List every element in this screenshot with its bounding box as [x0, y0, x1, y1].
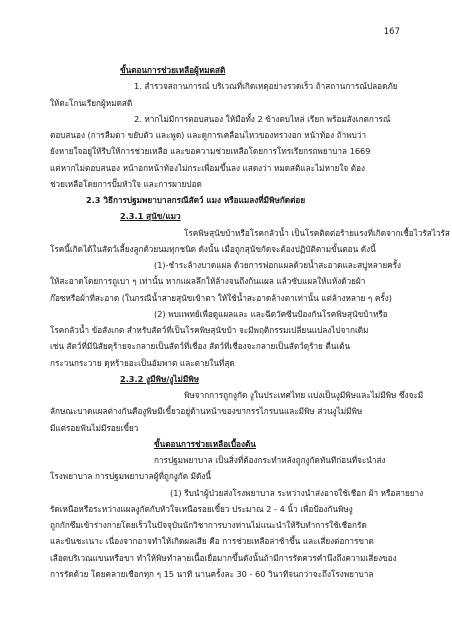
text-line: ยังหายใจอยู่ให้รีบให้การช่วยเหลือ และขอความช่วยเหลือโดยการโทรเรียกรถพยาบาล 1669: [50, 146, 371, 157]
text-line: โรคนี้เกิดได้ในสัตว์เลี้ยงลูกด้วยนมทุกชนิด ดังนั้น เมื่อถูกสุนัขกัดจะต้องปฏิบัติตามขั้นตอน ดังนี้: [50, 243, 376, 254]
text-line: การปฐมพยาบาล เป็นสิ่งที่ต้องกระทำหลังถูกงูกัดทันทีก่อนที่จะนำส่ง: [154, 455, 386, 465]
text-line: และขันชะเนาะ เนื่องจากอาจทำให้เกิดผลเสีย คือ การช่วยเหลือล่าช้าขึ้น และเสี่ยงต่อการขาด: [50, 536, 374, 547]
text-line: การรัดด้วย โดยคลายเชือกทุก ๆ 15 นาที นานครั้งละ 30 - 60 วินาทีจนกว่าจะถึงโรงพยาบาล: [50, 568, 374, 579]
text-line: ช่วยเหลือโดยการปั๊มหัวใจ และการผายปอด: [50, 178, 202, 189]
text-line: (1) รีบนำผู้ป่วยส่งโรงพยาบาล ระหว่างนำส่งอาจใช้เชือก ผ้า หรือสายยาง: [170, 487, 424, 498]
section-heading: 2.3.1 สุนัข/แมว: [120, 211, 181, 222]
text-line: โรคพิษสุนัขบ้าหรือโรคกลัวน้ำ เป็นโรคติดต่อร้ายแรงที่เกิดจากเชื้อไวรัสไวรัส: [184, 227, 450, 238]
text-line: โรคกลัวน้ำ ข้อสังเกต สำหรับสัตว์ที่เป็นโรคพิษสุนัขบ้า จะมีพฤติกรรมเปลี่ยนแปลงไปจากเดิม: [50, 325, 369, 335]
page-number: 167: [383, 27, 400, 37]
text-line: รัดเหนือหรือระหว่างแผลงูกัดกับหัวใจเหนือรอยเขี้ยว ประมาณ 2 - 4 นิ้ว เพื่อป้องกันพิษงู: [50, 503, 353, 514]
text-line: ตอบสนอง (การลืมตา ขยับตัว และพูด) และดูการเคลื่อนไหวของทรวงอก หน้าท้อง ถ้าพบว่า: [50, 130, 367, 140]
section-heading: ขั้นตอนการช่วยเหลือผู้หมดสติ: [120, 65, 226, 75]
section-heading: 2.3.2 งูมีพิษ/งูไม่มีพิษ: [120, 373, 200, 384]
section-heading: ขั้นตอนการช่วยเหลือเบื้องต้น: [154, 438, 256, 449]
text-line: มีแต่รอยฟันไม่มีรอยเขี้ยว: [50, 422, 139, 433]
text-line: (1)-ชำระล้างบาดแผล ด้วยการฟอกแผลด้วยน้ำสะอาดและสบู่หลายครั้ง: [154, 260, 402, 270]
text-line: ลักษณะบาดแผลต่างกันคืองูพิษมีเขี้ยวอยู่ด้านหน้าของขากรรไกรบนและมีพิษ ส่วนงูไม่มีพิษ: [50, 406, 363, 417]
text-line: 2. หากไม่มีการตอบสนอง ให้มือทั้ง 2 ข้างตบไหล่ เรียก พร้อมสังเกตการณ์: [134, 113, 391, 124]
section-heading: 2.3 วิธีการปฐมพยาบาลกรณีสัตว์ แมง หรือแมลงที่มีพิษกัดต่อย: [86, 195, 306, 205]
text-line: 1. สำรวจสถานการณ์ บริเวณที่เกิดเหตุอย่างรวดเร็ว ถ้าสถานการณ์ปลอดภัย: [134, 81, 398, 92]
text-line: แต่หากไม่ตอบสนอง หน้าอกหน้าท้องไม่กระเพื่อมขึ้นลง แสดงว่า หมดสติและไม่หายใจ ต้อง: [50, 162, 366, 173]
text-line: (2) พบแพทย์เพื่อดูแผลและ และฉีดวัคซีนป้องกันโรคพิษสุนัขบ้าหรือ: [154, 308, 388, 319]
text-line: ให้ตะโกนเรียกผู้หมดสติ: [50, 97, 133, 108]
text-line: กระวนกระวาย ดุหร้ายอะเป็นอัมพาต และตายในที่สุด: [50, 357, 235, 368]
text-line: ถูกกักซึมเข้าร่างกายโดยเร็วในปัจจุบันนักวิชาการบางท่านไม่แนะนำให้รีบทำการใช้เชือกรัด: [50, 520, 367, 530]
text-line: เช่น สัตว์ที่มีนิสัยดุร้ายจะกลายเป็นสัตว์ที่เชื่อง สัตว์ที่เชื่องจะกลายเป็นสัตว์ดุร้าย ตื่นเต้น: [50, 341, 351, 352]
text-line: ก๊อซหรือผ้าที่สะอาด (ในกรณีน้ำสายสุนัขเข้าตา ให้ใช้น้ำสะอาดล้างตาเท่านั้น แต่ล้างหลาย ๆ ครั้ง): [50, 292, 392, 303]
text-line: โรงพยาบาล การปฐมพยาบาลผู้ที่ถูกงูกัด มีดังนี้: [50, 471, 211, 482]
text-line: พิษจากการถูกงูกัด งูในประเทศไทย แบ่งเป็นงูมีพิษและไม่มีพิษ ซึ่งจะมี: [184, 390, 424, 400]
text-line: ให้สะอาดโดยการถูเบา ๆ เท่านั้น หากแผลลึกให้ล้างจนถึงก้นแผล แล้วซับแผลให้แห้งด้วยผ้า: [50, 276, 366, 287]
text-line: เลือดบริเวณแขนหรือขา ทำให้พิษทำลายเนื้อเยื่อมากขึ้นดังนั้นถ้ามีการรัดควรคำนึงถึงความเสี่ยงของ: [50, 552, 397, 563]
